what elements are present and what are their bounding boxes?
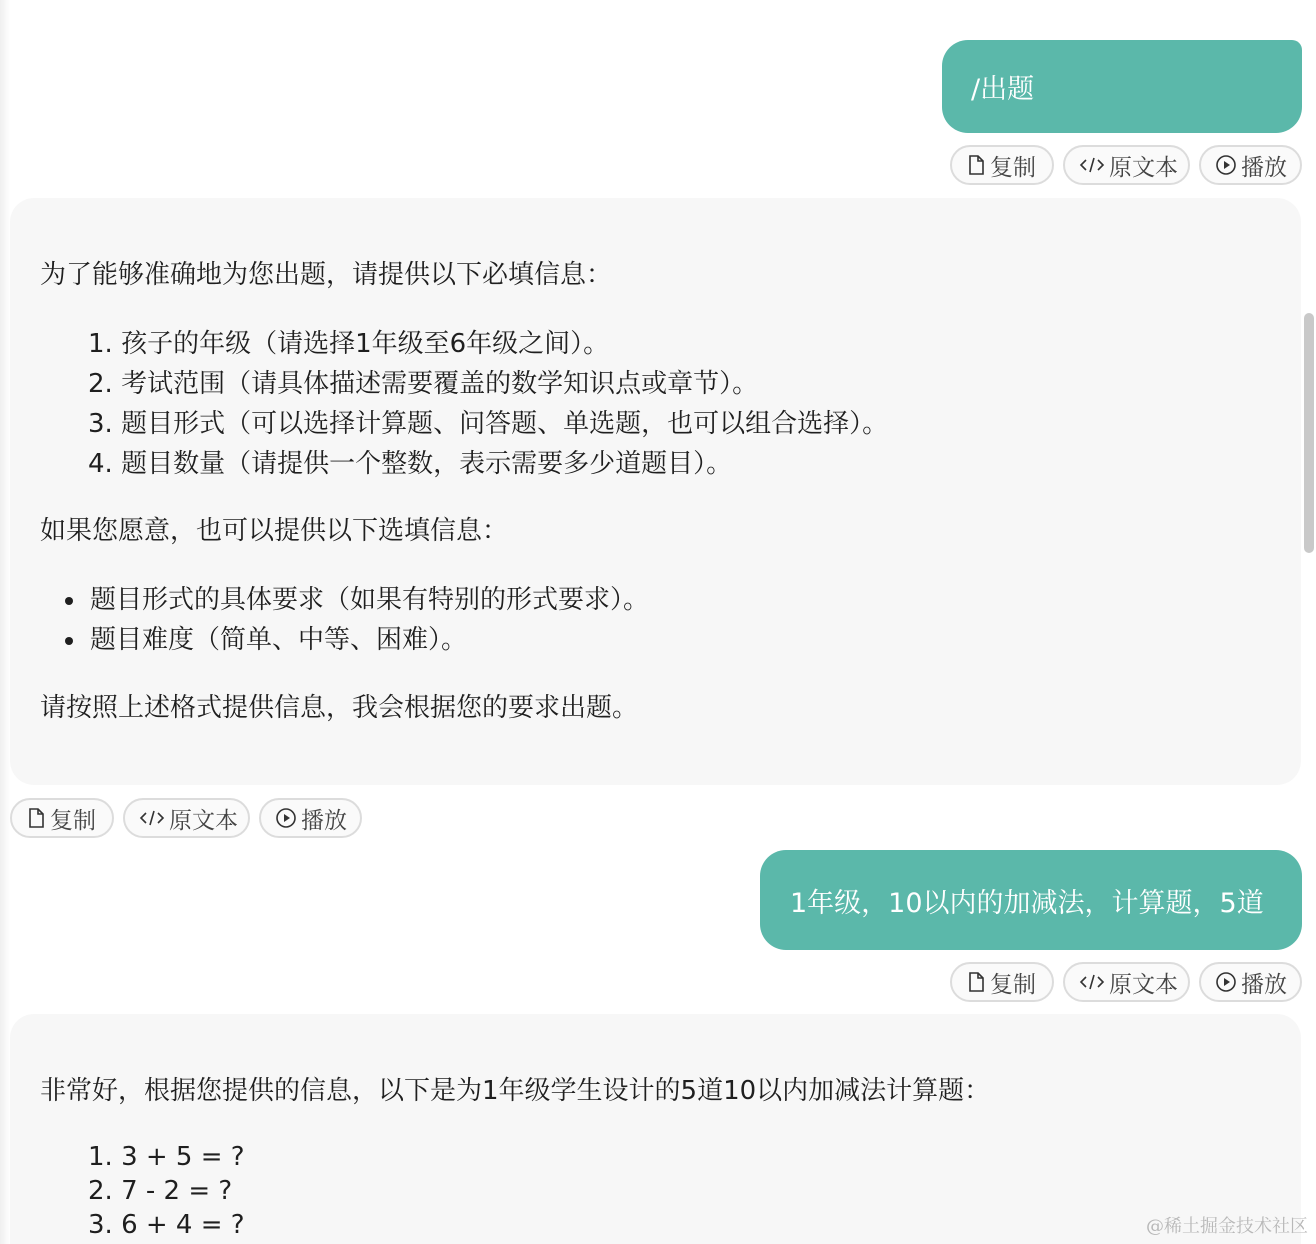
play-icon: [1215, 971, 1237, 993]
copy-label: 复制: [990, 971, 1036, 998]
scrollbar-thumb[interactable]: [1304, 313, 1314, 553]
document-icon: [966, 154, 986, 176]
list-item: [60, 580, 649, 620]
required-info-list: [88, 324, 888, 484]
raw-text-button[interactable]: [1063, 962, 1190, 1002]
raw-text-button[interactable]: [123, 798, 250, 838]
question-list: [88, 1140, 245, 1242]
copy-button[interactable]: [950, 962, 1054, 1002]
left-edge-shadow: [0, 0, 10, 1244]
list-item: 1. 孩子的年级（请选择1年级至6年级之间）。: [88, 329, 610, 359]
list-item: 2. 考试范围（请具体描述需要覆盖的数学知识点或章节）。: [88, 369, 759, 399]
raw-text-label: 原文本: [169, 807, 238, 834]
user-message-actions: [950, 962, 1302, 1002]
list-item: 4. 题目数量（请提供一个整数，表示需要多少道题目）。: [88, 449, 733, 479]
list-item: 3. 题目形式（可以选择计算题、问答题、单选题，也可以组合选择）。: [88, 409, 889, 439]
play-icon: [1215, 154, 1237, 176]
code-icon: [139, 808, 165, 828]
assistant-message-bubble: [10, 198, 1301, 785]
list-item: [60, 620, 649, 660]
document-icon: [26, 807, 46, 829]
document-icon: [966, 971, 986, 993]
assistant-message-actions: [10, 798, 362, 838]
list-item-text: 题目难度（简单、中等、困难）。: [90, 625, 468, 655]
assistant-closing: 请按照上述格式提供信息，我会根据您的要求出题。: [40, 693, 639, 723]
bullet-icon: [65, 637, 73, 645]
copy-button[interactable]: [950, 145, 1054, 185]
optional-info-list: [90, 580, 649, 660]
code-icon: [1079, 972, 1105, 992]
play-label: 播放: [1241, 154, 1287, 181]
user-message-actions: [950, 145, 1302, 185]
list-item: 2. 7 - 2 = ?: [88, 1176, 233, 1206]
copy-label: 复制: [990, 154, 1036, 181]
code-icon: [1079, 155, 1105, 175]
copy-label: 复制: [50, 807, 96, 834]
play-icon: [275, 807, 297, 829]
user-message-bubble: [760, 850, 1302, 950]
user-message-bubble: [942, 40, 1302, 133]
raw-text-label: 原文本: [1109, 971, 1178, 998]
watermark: @稀土掘金技术社区: [1146, 1216, 1308, 1237]
play-button[interactable]: [1199, 962, 1302, 1002]
raw-text-button[interactable]: [1063, 145, 1190, 185]
copy-button[interactable]: [10, 798, 114, 838]
play-button[interactable]: [259, 798, 362, 838]
assistant-intro: 为了能够准确地为您出题，请提供以下必填信息：: [40, 260, 613, 290]
list-item: 3. 6 + 4 = ?: [88, 1210, 245, 1240]
play-label: 播放: [1241, 971, 1287, 998]
assistant-intro: 非常好，根据您提供的信息，以下是为1年级学生设计的5道10以内加减法计算题：: [40, 1076, 991, 1106]
list-item: 1. 3 + 5 = ?: [88, 1142, 245, 1172]
play-button[interactable]: [1199, 145, 1302, 185]
optional-intro: 如果您愿意，也可以提供以下选填信息：: [40, 516, 509, 546]
user-message-text: /出题: [971, 74, 1035, 105]
play-label: 播放: [301, 807, 347, 834]
list-item-text: 题目形式的具体要求（如果有特别的形式要求）。: [90, 585, 650, 615]
assistant-message-bubble: [10, 1014, 1301, 1244]
user-message-text: 1年级，10以内的加减法，计算题，5道: [790, 887, 1264, 919]
raw-text-label: 原文本: [1109, 154, 1178, 181]
bullet-icon: [65, 597, 73, 605]
